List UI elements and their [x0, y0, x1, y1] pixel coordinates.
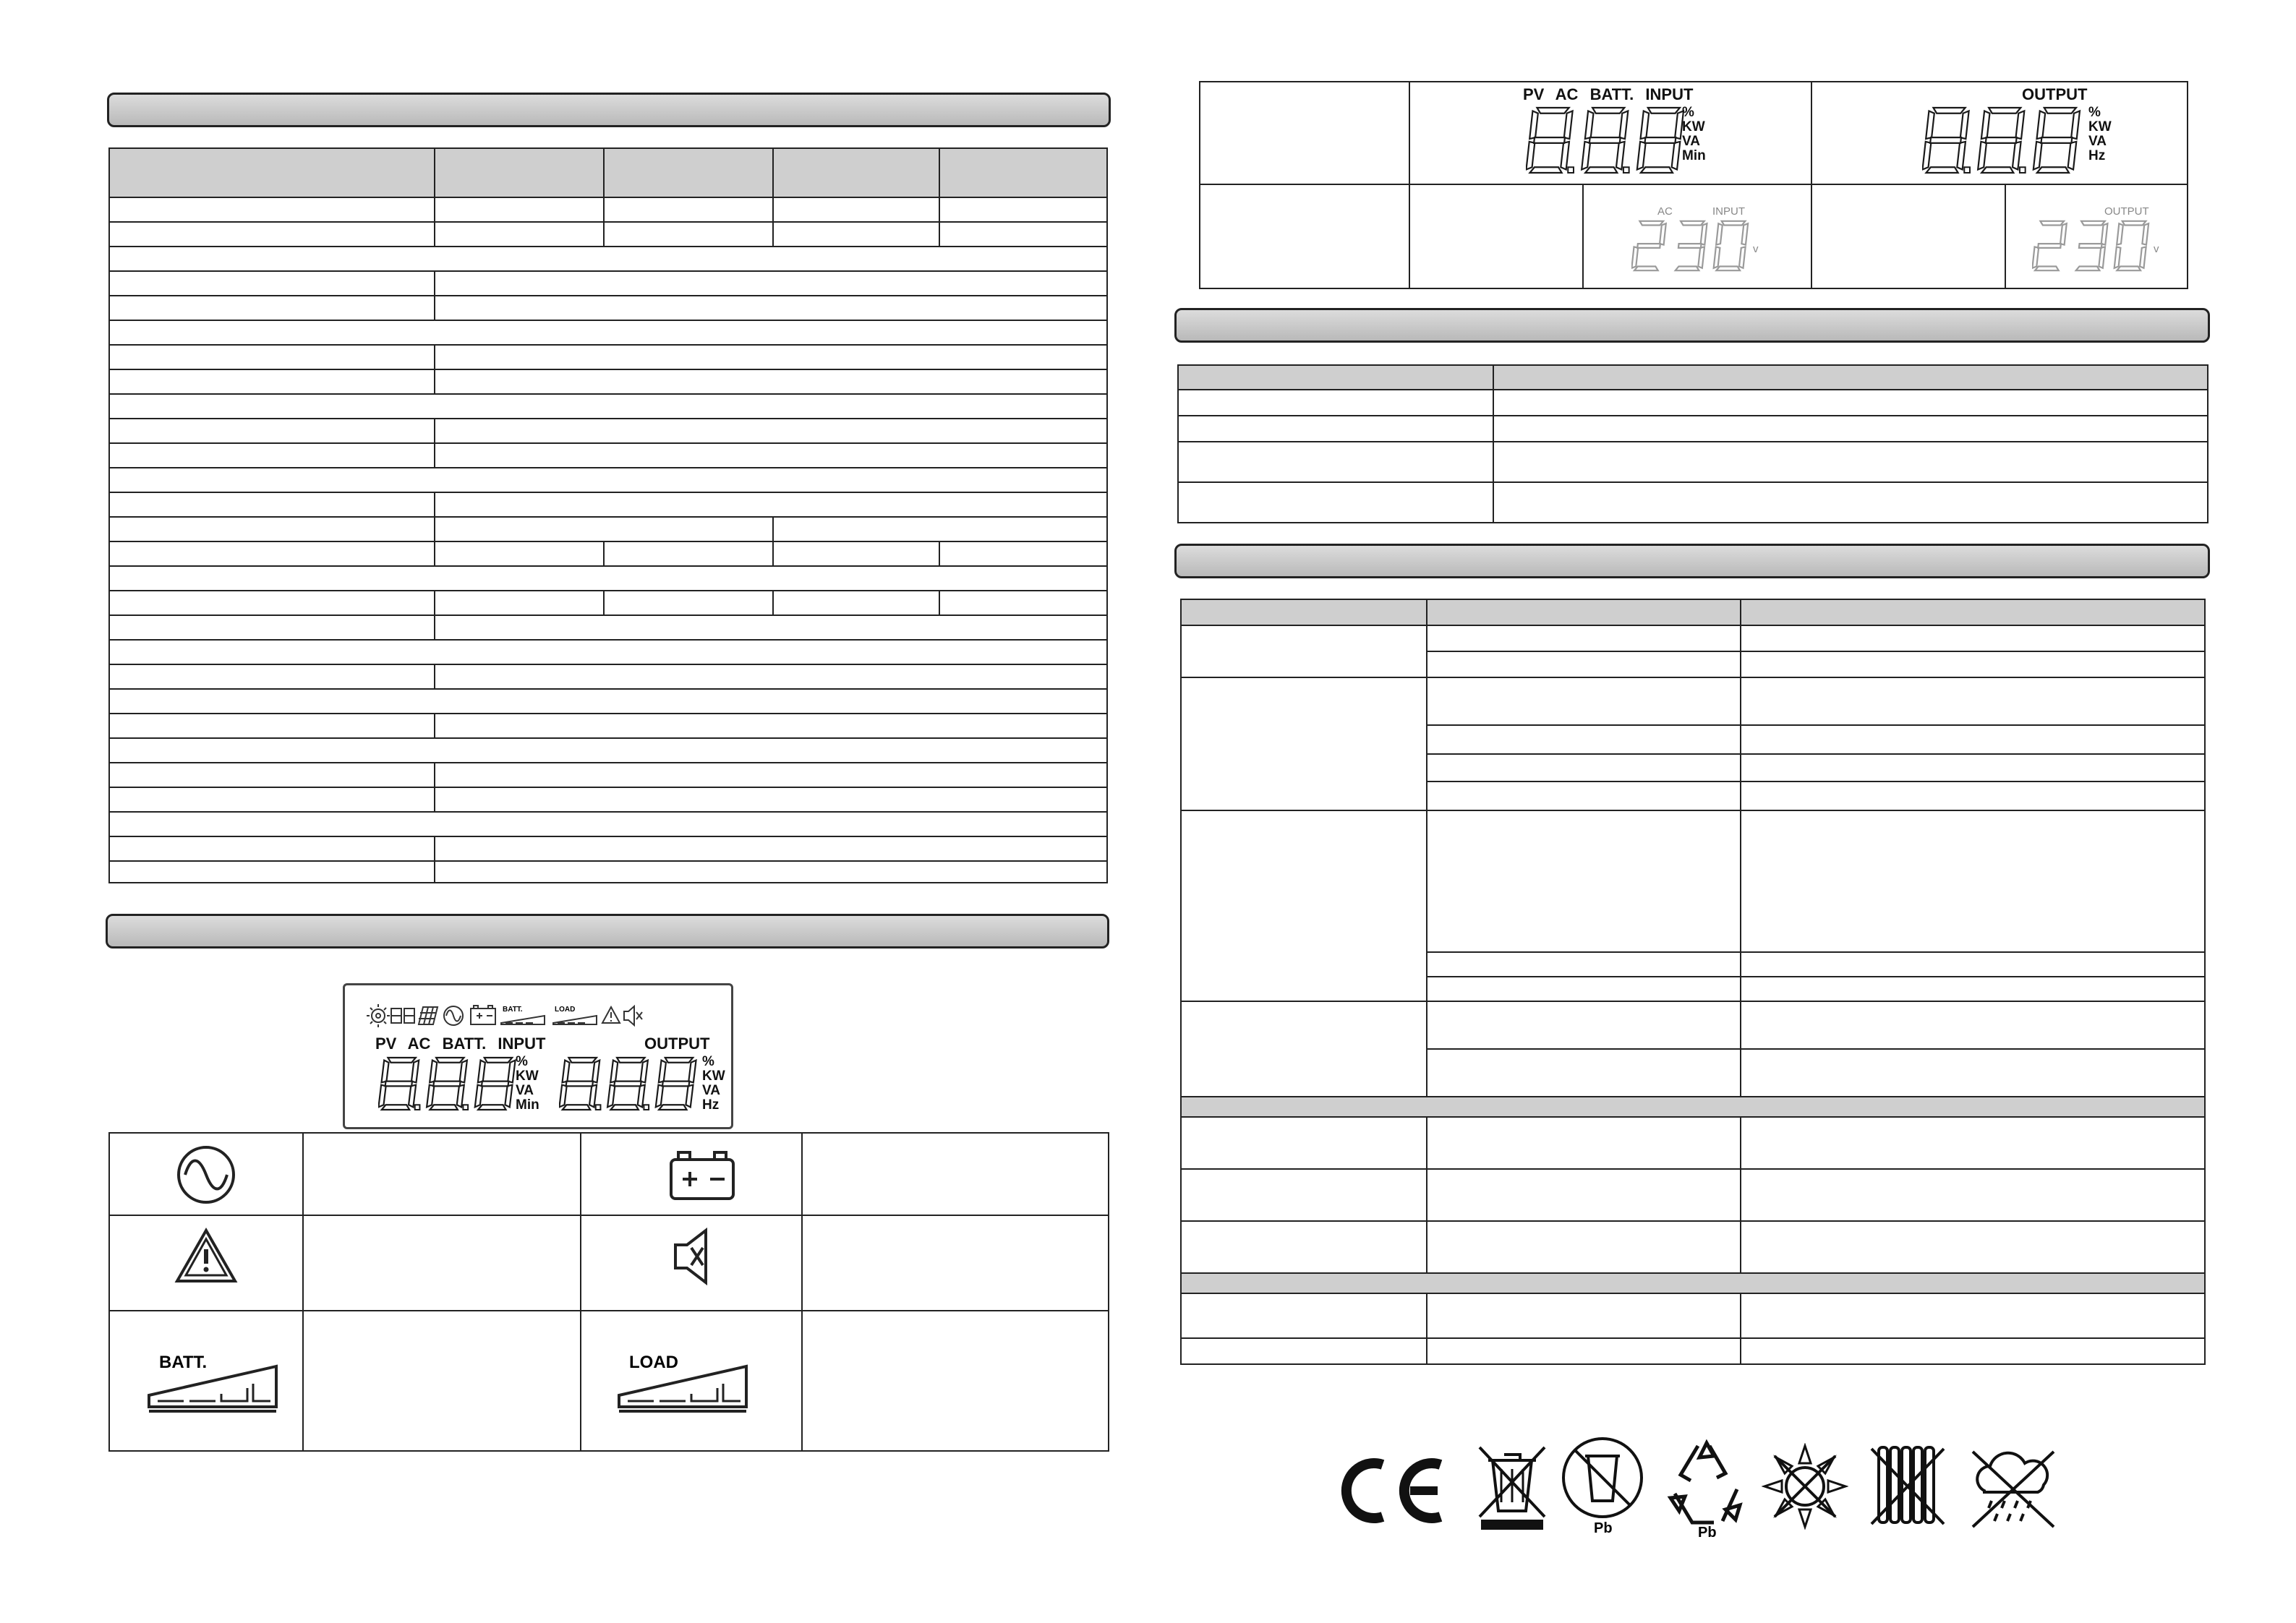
display-input-labels [1523, 87, 1693, 103]
seg-f [659, 1061, 666, 1083]
seg-dot [644, 1105, 649, 1110]
seg-g [1644, 137, 1676, 143]
seg-e [475, 1085, 482, 1108]
seg-c [505, 1085, 512, 1108]
seg-a [1639, 221, 1663, 226]
seg-e [2114, 247, 2121, 267]
seg-e [607, 1085, 615, 1108]
seg-d [430, 1105, 457, 1110]
display-voltage-unit-input: v [1753, 243, 1759, 255]
display-voltage-unit-output: v [2154, 243, 2159, 255]
seg-c [2068, 142, 2077, 170]
seg-a [617, 1058, 644, 1063]
seg-a [388, 1058, 415, 1063]
display-input-small-label: INPUT [1712, 205, 1745, 218]
seg-e [1582, 142, 1590, 170]
seg-e [2073, 247, 2080, 267]
pb-recycle-icon [1663, 1439, 1750, 1540]
seg-f [2117, 223, 2123, 244]
seg-c [1616, 142, 1625, 170]
seg-88-icon [391, 1009, 414, 1023]
seg-d [1716, 266, 1740, 270]
seg-c [589, 1085, 597, 1108]
seg-e [2033, 142, 2042, 170]
seg-b [1564, 111, 1573, 140]
seg-b [592, 1061, 599, 1083]
lcd-label-batt: BATT. [442, 1035, 487, 1053]
seg-g [1720, 244, 1743, 248]
seg-b [2071, 111, 2080, 140]
display-output-small-label: OUTPUT [2104, 205, 2149, 218]
display-label-pv: PV [1523, 85, 1545, 103]
seg-a [568, 1058, 596, 1063]
seg-e [1637, 142, 1646, 170]
seg-d [1981, 167, 2013, 173]
seg-b [1660, 223, 1666, 244]
spec-section-header-bar [107, 93, 1111, 127]
display-label-batt: BATT. [1589, 85, 1634, 103]
seg-c [2099, 247, 2105, 267]
seg-b [2101, 223, 2108, 244]
seg-b [2142, 223, 2148, 244]
seg-b [2060, 223, 2067, 244]
seg-c [1739, 247, 1746, 267]
lcd-label-ac: AC [407, 1035, 431, 1053]
lcd-digits-left [378, 1055, 523, 1113]
batt-level-bar-icon [501, 1016, 545, 1024]
seg-a [436, 1058, 464, 1063]
seg-a [2122, 221, 2146, 226]
seg-a [1722, 221, 1746, 226]
seg-c [1561, 142, 1569, 170]
seg-e [1978, 142, 1986, 170]
seg-a [1933, 108, 1965, 114]
seg-d [2037, 167, 2069, 173]
seg-c [2013, 142, 2021, 170]
battery-icon [471, 1006, 495, 1024]
lcd-section-header-bar [106, 914, 1109, 948]
seg-g [1637, 244, 1660, 248]
seg-b [460, 1061, 467, 1083]
two-column-table [1177, 364, 2208, 523]
seg-f [2037, 111, 2046, 140]
seg-d [2035, 266, 2059, 270]
seg-f [2075, 223, 2082, 244]
lcd-label-input: INPUT [498, 1035, 546, 1053]
seg-g [2079, 244, 2102, 248]
load-bar-legend-icon [616, 1349, 761, 1414]
seg-b [1960, 111, 1969, 140]
seg-dot [1964, 167, 1970, 173]
seg-d [1641, 167, 1673, 173]
seg-e [559, 1085, 566, 1108]
seg-c [638, 1085, 645, 1108]
seg-a [2081, 221, 2105, 226]
seg-f [1585, 111, 1594, 140]
solar-panel-icon [419, 1007, 438, 1024]
seg-g [1930, 137, 1961, 143]
specification-table [108, 147, 1108, 883]
seg-b [641, 1061, 648, 1083]
seg-d [1676, 266, 1699, 270]
lcd-units-right: % KW VA Hz [702, 1054, 725, 1113]
display-voltage-output [2032, 218, 2155, 273]
battery-legend-icon [667, 1148, 739, 1206]
load-level-bar-icon [553, 1016, 597, 1024]
seg-dot [463, 1105, 468, 1110]
seg-f [1529, 111, 1538, 140]
seg-g [614, 1082, 641, 1087]
seg-e [1922, 142, 1931, 170]
seg-b [1620, 111, 1629, 140]
ce-mark-icon [1332, 1447, 1448, 1534]
seg-a [1648, 108, 1680, 114]
seg-c [409, 1085, 416, 1108]
seg-dot [2020, 167, 2026, 173]
seg-d [382, 1105, 409, 1110]
seg-f [563, 1061, 570, 1083]
seg-b [411, 1061, 419, 1083]
seg-f [1981, 111, 1990, 140]
display-label-input: INPUT [1645, 85, 1694, 103]
display-digits-input [1526, 104, 1692, 176]
seg-e [2032, 247, 2039, 267]
lcd-label-pv: PV [375, 1035, 397, 1053]
seg-dot [415, 1105, 420, 1110]
seg-b [1741, 223, 1748, 244]
seg-f [610, 1061, 618, 1083]
seg-a [1989, 108, 2020, 114]
seg-c [1672, 142, 1681, 170]
seg-d [1530, 167, 1562, 173]
lcd-batt-small-label: BATT. [503, 1006, 523, 1014]
seg-b [688, 1061, 696, 1083]
seg-c [2058, 247, 2065, 267]
seg-c [1957, 142, 1966, 170]
seg-a [2040, 221, 2064, 226]
seg-dot [596, 1105, 601, 1110]
display-label-ac: AC [1555, 85, 1579, 103]
seg-g [1534, 137, 1565, 143]
ac-wave-icon [444, 1006, 463, 1025]
legend-batt-label: BATT. [159, 1353, 208, 1372]
seg-g [1589, 137, 1621, 143]
seg-d [1926, 167, 1958, 173]
seg-dot [1623, 167, 1629, 173]
lcd-icon-row [345, 995, 731, 1039]
seg-c [1698, 247, 1704, 267]
display-output-label: OUTPUT [2022, 85, 2088, 103]
seg-d [2076, 266, 2100, 270]
seg-f [1634, 223, 1641, 244]
lcd-load-small-label: LOAD [555, 1006, 576, 1014]
seg-a [1537, 108, 1569, 114]
seg-a [485, 1058, 512, 1063]
lcd-output-label: OUTPUT [644, 1035, 710, 1053]
seg-e [1714, 247, 1720, 267]
seg-a [1592, 108, 1624, 114]
seg-e [427, 1085, 434, 1108]
seg-e [1673, 247, 1679, 267]
pb-label-2: Pb [1698, 1525, 1717, 1540]
right-section-header-bar-1 [1174, 308, 2210, 343]
no-rain-icon [1967, 1446, 2061, 1533]
weee-crossed-bin-icon [1472, 1439, 1552, 1533]
seg-dot [1568, 167, 1574, 173]
seg-a [2044, 108, 2076, 114]
no-sun-icon [1762, 1443, 1848, 1530]
warning-icon [602, 1007, 620, 1023]
seg-e [656, 1085, 663, 1108]
fan-icon [367, 1004, 390, 1027]
seg-b [1701, 223, 1707, 244]
seg-f [382, 1061, 389, 1083]
seg-g [2041, 137, 2072, 143]
seg-e [378, 1085, 385, 1108]
seg-c [1657, 247, 1664, 267]
seg-d [610, 1105, 638, 1110]
seg-g [566, 1082, 593, 1087]
seg-e [1631, 247, 1638, 267]
seg-e [1526, 142, 1535, 170]
seg-f [478, 1061, 485, 1083]
display-digits-output [1922, 104, 2088, 176]
mute-icon [624, 1006, 642, 1025]
lcd-units-left: % KW VA Min [516, 1054, 539, 1113]
seg-f [2035, 223, 2041, 244]
display-voltage-input [1631, 218, 1754, 273]
pb-crossed-bin-icon [1559, 1436, 1646, 1537]
seg-g [1678, 244, 1702, 248]
seg-d [1634, 266, 1658, 270]
seg-g [482, 1082, 508, 1087]
lcd-digits-right [559, 1055, 704, 1113]
seg-g [2120, 244, 2143, 248]
no-radiator-icon [1869, 1439, 1948, 1533]
seg-g [662, 1082, 689, 1087]
lcd-panel [343, 983, 733, 1129]
troubleshooting-table [1180, 599, 2206, 1365]
display-units-output: % KW VA Hz [2088, 105, 2112, 163]
seg-d [2117, 266, 2141, 270]
right-section-header-bar-2 [1174, 544, 2210, 578]
warning-triangle-icon [174, 1226, 239, 1287]
display-ac-label: AC [1657, 205, 1673, 218]
seg-f [1716, 223, 1723, 244]
speaker-mute-icon [670, 1228, 720, 1285]
display-units-input: % KW VA Min [1682, 105, 1706, 163]
seg-g [2038, 244, 2061, 248]
seg-d [563, 1105, 590, 1110]
seg-d [478, 1105, 505, 1110]
lcd-input-labels [375, 1036, 545, 1052]
legend-load-label: LOAD [629, 1353, 678, 1372]
seg-c [457, 1085, 464, 1108]
seg-d [659, 1105, 686, 1110]
seg-b [2016, 111, 2025, 140]
seg-f [1675, 223, 1681, 244]
pb-label-1: Pb [1594, 1520, 1613, 1536]
seg-f [1641, 111, 1650, 140]
seg-a [1681, 221, 1704, 226]
seg-g [433, 1082, 460, 1087]
ac-sine-icon [174, 1142, 239, 1207]
seg-b [508, 1061, 515, 1083]
seg-c [686, 1085, 693, 1108]
seg-g [385, 1082, 412, 1087]
seg-g [1986, 137, 2017, 143]
seg-d [1585, 167, 1617, 173]
seg-c [2140, 247, 2146, 267]
seg-a [665, 1058, 693, 1063]
seg-f [430, 1061, 437, 1083]
batt-bar-legend-icon [146, 1349, 291, 1414]
seg-f [1926, 111, 1934, 140]
